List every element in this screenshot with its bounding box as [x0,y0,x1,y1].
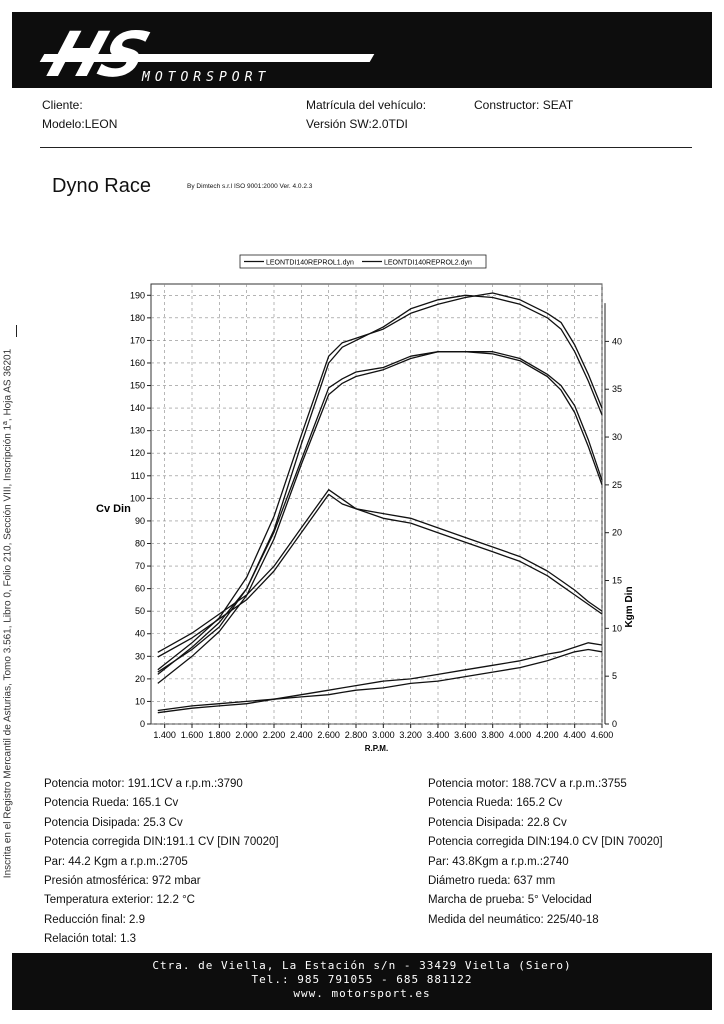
y-left-tick-label: 50 [134,606,145,617]
x-tick-label: 4.600 [590,730,614,740]
y-left-tick-label: 80 [134,538,145,549]
chart-legend [240,255,486,268]
y-left-tick-label: 190 [129,290,145,301]
x-tick-label: 4.200 [536,730,559,740]
x-tick-label: 2.800 [344,730,368,740]
y-left-tick-label: 0 [139,719,145,729]
legend-label: LEONTDI140REPROL1.dyn [266,259,354,267]
y-right-tick-label: 25 [612,479,623,490]
y-left-tick-label: 150 [129,380,145,391]
y-right-tick-label: 20 [612,527,623,538]
matricula-label: Matrícula del vehículo: [306,98,427,112]
result-line: Potencia motor: 188.7CV a r.p.m.:3755 [428,778,627,790]
y-left-tick-label: 120 [129,448,145,459]
y-left-tick-label: 180 [129,312,145,323]
result-line: Marcha de prueba: 5° Velocidad [428,894,592,907]
logo: HS [40,18,157,91]
version-value: 2.0TDI [371,117,408,131]
y-right-tick-label: 15 [612,575,623,586]
result-line: Diámetro rueda: 637 mm [428,875,556,887]
page-title: Dyno Race [52,175,151,197]
result-line: Temperatura exterior: 12.2 °C [44,894,195,907]
series-line [158,490,602,653]
y-left-tick-label: 30 [134,651,145,662]
y-left-tick-label: 140 [129,403,145,414]
plot-frame [151,284,602,724]
result-line: Potencia Rueda: 165.2 Cv [428,797,563,810]
x-tick-label: 1.600 [180,730,204,740]
page-subtitle: By Dimtech s.r.l ISO 9001:2000 Ver. 4.0.2.3 [187,183,313,190]
y-left-tick-label: 90 [134,515,145,526]
footer-phone: Tel.: 985 791055 - 685 881122 [251,973,473,986]
result-line: Potencia corregida DIN:191.1 CV [DIN 70020] [44,836,279,849]
x-tick-label: 1.400 [153,730,176,740]
result-line: Medida del neumático: 225/40-18 [428,913,599,926]
constructor-value: SEAT [542,98,574,112]
x-tick-label: 2.400 [290,730,313,740]
y-right-tick-label: 5 [612,671,618,682]
logo-subtitle: MOTORSPORT [142,70,271,85]
result-line: Reducción final: 2.9 [44,913,146,926]
y-right-tick-label: 0 [612,719,618,729]
result-line: Potencia Disipada: 22.8 Cv [428,816,567,829]
x-tick-label: 2.600 [317,730,340,740]
result-line: Par: 44.2 Kgm a r.p.m.:2705 [44,855,188,868]
x-tick-label: 4.000 [508,730,532,740]
x-axis-label: R.P.M. [364,744,389,753]
y-right-tick-label: 30 [612,432,623,443]
series-line [158,643,602,713]
result-line: Presión atmosférica: 972 mbar [44,875,201,887]
x-tick-label: 3.800 [481,730,504,740]
y-left-tick-label: 170 [129,335,145,346]
x-tick-label: 2.200 [262,730,286,740]
result-line: Par: 43.8Kgm a r.p.m.:2740 [428,855,569,868]
x-tick-label: 3.000 [372,730,395,740]
result-line: Potencia corregida DIN:194.0 CV [DIN 70020] [428,836,663,849]
modelo-value: LEON [84,117,118,131]
y-left-tick-label: 70 [134,561,145,572]
result-line: Potencia Rueda: 165.1 Cv [44,797,179,810]
y-left-tick-label: 60 [134,583,145,594]
x-tick-label: 4.400 [563,730,586,740]
constructor-label: Constructor: [474,98,540,112]
y-right-tick-label: 35 [612,384,623,395]
x-tick-label: 3.600 [454,730,477,740]
y-left-tick-label: 20 [134,673,145,684]
x-tick-label: 3.200 [399,730,422,740]
footer-bar [12,953,712,1010]
y-left-axis-label: Cv Din [96,503,131,515]
footer-web: www. motorsport.es [293,987,431,1000]
y-left-tick-label: 130 [129,425,145,436]
y-left-tick-label: 10 [134,696,145,707]
y-left-tick-label: 100 [129,493,145,504]
y-right-tick-label: 10 [612,623,623,634]
series-line [158,293,602,670]
result-line: Potencia motor: 191.1CV a r.p.m.:3790 [44,778,243,790]
x-tick-label: 1.800 [208,730,231,740]
x-tick-label: 2.000 [235,730,258,740]
chart-series [158,293,602,713]
footer-address: Ctra. de Viella, La Estación s/n - 33429 Viella (Siero) [152,959,572,972]
y-right-tick-label: 40 [612,336,623,347]
y-left-tick-label: 110 [130,470,145,481]
y-right-axis-label: Kgm Din [624,586,635,628]
result-line: Relación total: 1.3 [44,933,137,946]
version-label: Versión SW: [306,117,372,131]
legend-label: LEONTDI140REPROL2.dyn [384,259,472,267]
y-left-tick-label: 160 [129,357,145,368]
cliente-label: Cliente: [42,98,83,112]
chart-grid [151,284,602,724]
x-tick-label: 3.400 [426,730,450,740]
result-line: Potencia Disipada: 25.3 Cv [44,816,183,829]
series-line [158,494,602,657]
y-left-tick-label: 40 [134,628,145,639]
registry-side-text: Inscrita en el Registro Mercantil de Asturias, Tomo 3.561, Libro 0, Folio 210, Sección VIII, Inscripción 1ª, Hoja AS 36201 [2,348,14,879]
modelo-label: Modelo: [42,117,85,131]
